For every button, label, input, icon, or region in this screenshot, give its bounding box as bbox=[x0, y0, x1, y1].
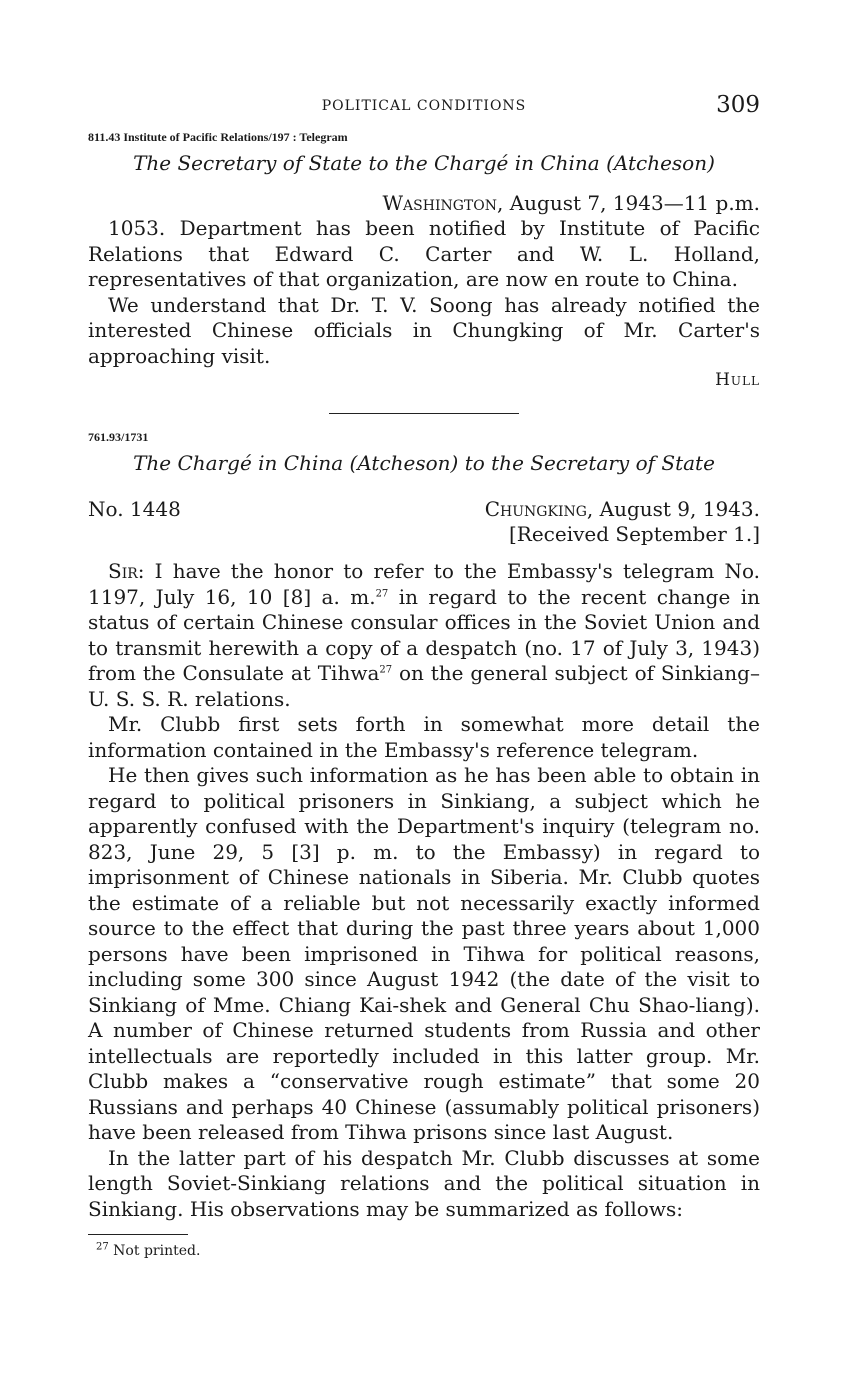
footnote-number: 27 bbox=[96, 1241, 109, 1253]
running-head bbox=[88, 92, 760, 124]
section-divider bbox=[329, 413, 519, 414]
received-date: [Received September 1.] bbox=[508, 522, 760, 546]
dateline-place-1: Washington, bbox=[382, 191, 504, 215]
document-page bbox=[88, 92, 760, 1259]
paragraph-2-4: In the latter part of his despatch Mr. Clubb discusses at some length Soviet-Sinkiang relations and the political situation in Sinkiang. His observations may be summarized as follows: bbox=[88, 1145, 760, 1221]
footnote bbox=[88, 1243, 760, 1259]
paragraph-2-2: Mr. Clubb first sets forth in somewhat more detail the information contained in the Embassy's reference telegram. bbox=[88, 712, 760, 762]
dateline-place-2: Chungking, bbox=[484, 497, 594, 521]
footnote-text: Not printed. bbox=[108, 1243, 201, 1259]
salutation: Sir: bbox=[108, 559, 145, 583]
paragraph-2-1-part-c: on the general subject of Sinkiang–U. S. S. R. relations. bbox=[88, 661, 760, 711]
document-heading-2: The Chargé in China (Atcheson) to the Secretary of State bbox=[133, 451, 715, 475]
paragraph-2-1-part-b: in regard to the recent change in status of certain Chinese consular offices in the Soviet Union and to transmit herewith a copy of a despatch (no. 17 of July 3, 1943) from the Consulate at Tihwa bbox=[88, 584, 760, 685]
paragraph-2-3: He then gives such information as he has been able to obtain in regard to political prisoners in Sinkiang, a subject which he apparently confused with the Department's inquiry (telegram no. 823, June 29, 5 [3] p. m. to the Embassy) in regard to imprisonment of Chinese nationals in Siberia. Mr. Clubb quotes the estimate of a reliable but not necessarily exactly informed source to the effect that during the past three years about 1,000 persons have been imprisoned in Tihwa for political reasons, including some 300 since August 1942 (the date of the visit to Sinkiang of Mme. Chiang Kai-shek and General Chu Shao-liang). A number of Chinese returned students from Russia and other intellectuals are reportedly included in this latter group. Mr. Clubb makes a “conservative rough estimate” that some 20 Russians and perhaps 40 Chinese (assumably political prisoners) have been released from Tihwa prisons since last August. bbox=[88, 763, 760, 1144]
footnote-mark-1: 27 bbox=[375, 587, 389, 599]
paragraph-1-2: We understand that Dr. T. V. Soong has already notified the interested Chinese officials in Chungking of Mr. Carter's approaching visit. bbox=[88, 292, 760, 368]
despatch-header bbox=[88, 497, 760, 522]
file-reference-2: 761.93/1731 bbox=[88, 430, 149, 444]
paragraph-2-1-part-a: I have the honor to refer to the Embassy's telegram No. 1197, July 16, 10 [8] a. m. bbox=[88, 559, 761, 609]
signature: Hull bbox=[715, 370, 760, 390]
running-title: POLITICAL CONDITIONS bbox=[321, 98, 527, 114]
dateline-2 bbox=[485, 497, 760, 522]
dateline-date-2: August 9, 1943. bbox=[599, 497, 760, 521]
footnote-mark-2: 27 bbox=[379, 664, 393, 676]
file-reference-1: 811.43 Institute of Pacific Relations/197 : Telegram bbox=[88, 130, 348, 144]
dateline-1 bbox=[88, 191, 760, 216]
paragraph-1-1: 1053. Department has been notified by Institute of Pacific Relations that Edward C. Carter and W. L. Holland, representatives of that organization, are now en route to China. bbox=[88, 216, 760, 291]
page-number: 309 bbox=[716, 92, 760, 118]
paragraph-2-1 bbox=[88, 559, 760, 712]
dateline-date-1: August 7, 1943—11 p.m. bbox=[509, 191, 760, 215]
footnote-divider bbox=[88, 1234, 188, 1235]
despatch-number: No. 1448 bbox=[88, 497, 181, 521]
document-heading-1: The Secretary of State to the Chargé in China (Atcheson) bbox=[133, 151, 715, 175]
